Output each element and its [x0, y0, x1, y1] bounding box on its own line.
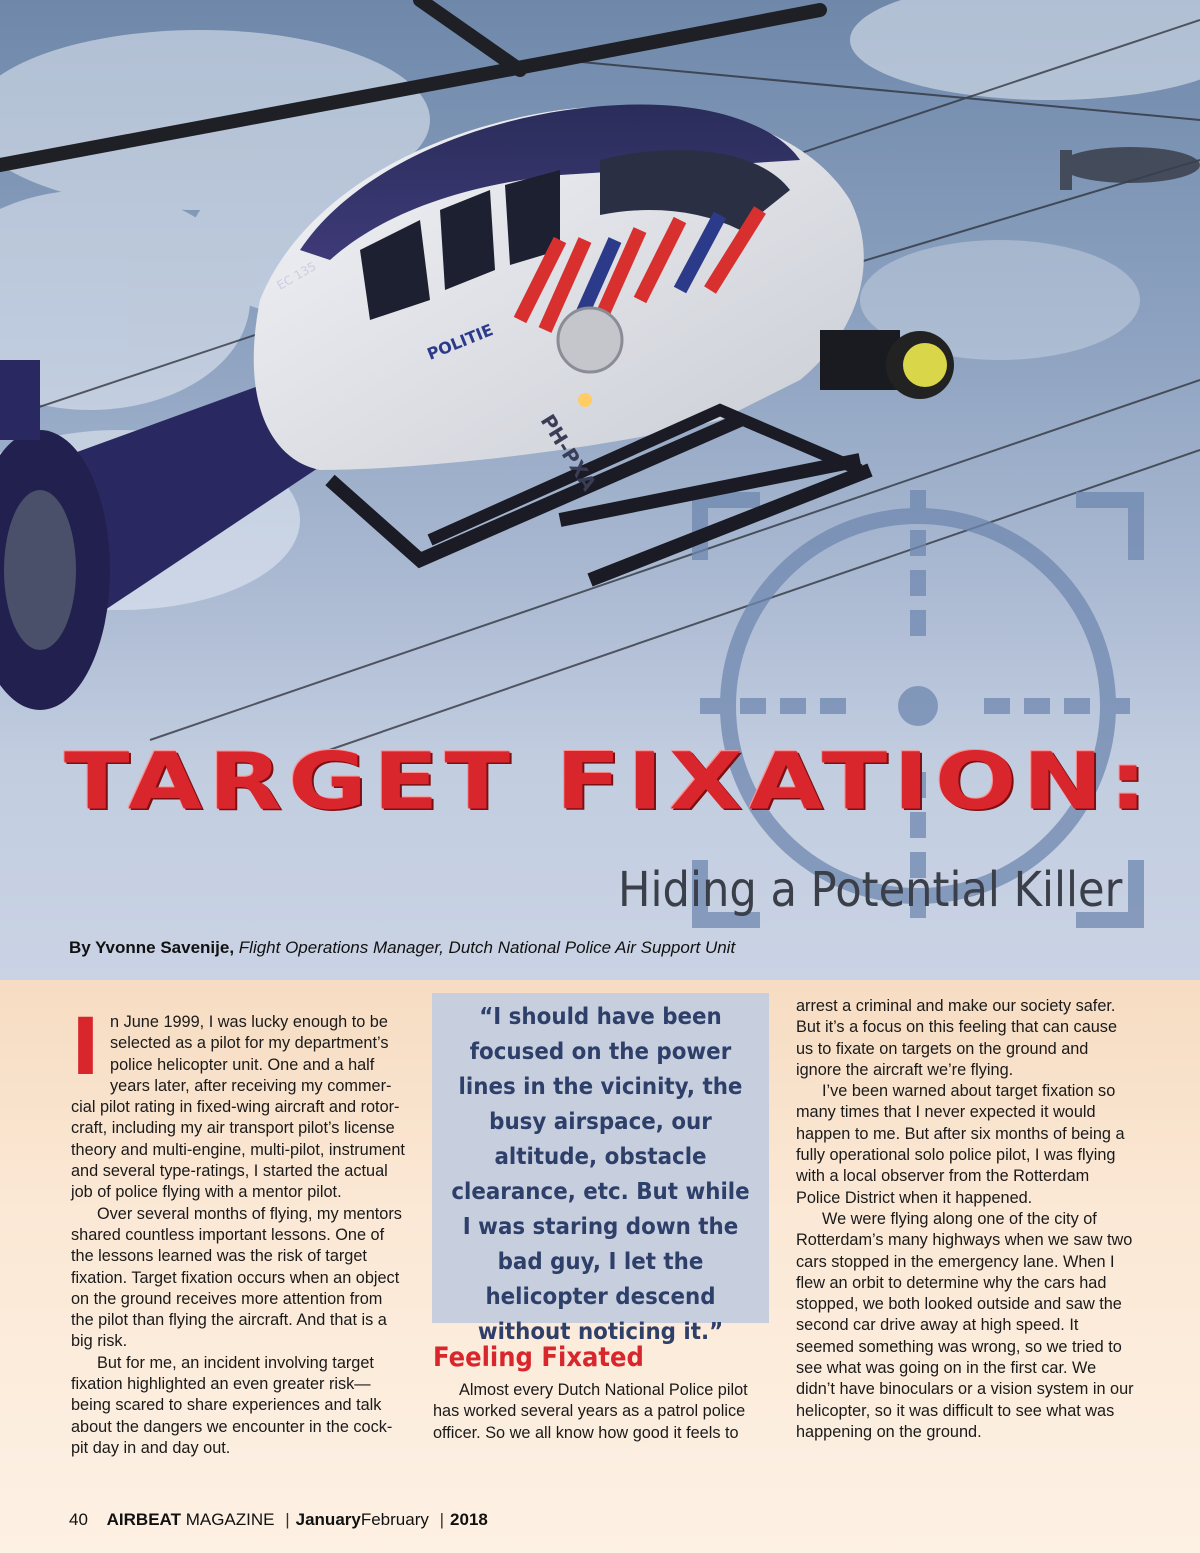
article-column-1 [71, 1003, 408, 1459]
paragraph: Almost every Dutch National Police pilot has worked several years as a patrol police officer. So we all know how good it feels to [433, 1381, 748, 1442]
magazine-label: MAGAZINE [185, 1510, 275, 1529]
target-reticle-icon [700, 490, 1136, 922]
article-column-3 [796, 996, 1136, 1443]
footer-separator: | [285, 1510, 290, 1529]
issue-month: January [295, 1510, 361, 1529]
article-subtitle: Hiding a Potential Killer [617, 862, 1122, 918]
helicopter-model-text: EC 135 [274, 259, 319, 293]
paragraph: We were flying along one of the city of Rotterdam’s many highways when we saw two cars stopped in the emergency lane. When I flew an orbit to determine why the cars had stopped, we both looked outside and saw the second car drive away at high speed. It seemed something was wrong, so we tried to see what was going on in the first car. We didn’t have binoculars or a vision system in our helicopter, so it was difficult to see what was happening on the ground. [796, 1209, 1134, 1441]
paragraph [71, 1003, 408, 1204]
paragraph: But for me, an incident involving target fixation highlighted an even greater risk—being scared to share experiences and talk about the dangers we encounter in the cock-pit day in and day out. [71, 1353, 393, 1457]
byline [69, 938, 735, 958]
byline-role: Flight Operations Manager, Dutch National Police Air Support Unit [238, 938, 736, 957]
issue-month-rest: February [360, 1510, 429, 1529]
drop-cap: I [71, 1003, 101, 1093]
distant-helicopter [1060, 147, 1200, 190]
paragraph: Over several months of flying, my mentors shared countless important lessons. One of the lessons learned was the risk of target fixation. Target fixation occurs when an object on the ground receives more attention from the pilot than flying the aircraft. And that is a big risk. [71, 1204, 402, 1351]
paragraph: I’ve been warned about target fixation so many times that I never expected it would happen to me. But after six months of being a fully operational solo police pilot, I was flying with a local observer from the Rotterdam Police District when it happened. [796, 1082, 1125, 1207]
footer-separator: | [439, 1510, 445, 1529]
issue-year: 2018 [450, 1510, 488, 1529]
pull-quote-text: “I should have been focused on the power lines in the vicinity, the busy airspace, our altitude, obstacle clearance, etc. But while I was staring down the bad guy, I let the helicopter descend without noticing it.” [451, 1004, 750, 1345]
byline-author: By Yvonne Savenije, [69, 938, 235, 957]
section-heading: Feeling Fixated [433, 1342, 644, 1373]
article-column-2 [433, 1380, 763, 1444]
page-footer [69, 1510, 488, 1530]
page-number: 40 [69, 1510, 88, 1529]
paragraph-text: n June 1999, I was lucky enough to be selected as a pilot for my department’s police helicopter unit. One and a half years later, after receiving my commer-cial pilot rating in fixed-wing aircraft and rotor-craft, including my air transport pilot’s license theory and multi-engine, multi-pilot, instrument and several type-ratings, I started the actual job of police flying with a mentor pilot. [71, 1013, 405, 1202]
article-title: TARGET FIXATION: [64, 735, 1154, 828]
magazine-name: AIRBEAT [106, 1510, 181, 1529]
paragraph: arrest a criminal and make our society safer. But it’s a focus on this feeling that can cause us to fixate on targets on the ground and ignore the aircraft we’re flying. [796, 997, 1117, 1079]
helicopter-registration-text: PH-PXA [535, 409, 602, 495]
pull-quote [432, 993, 769, 1345]
helicopter-politie-text: POLITIE [424, 320, 496, 364]
